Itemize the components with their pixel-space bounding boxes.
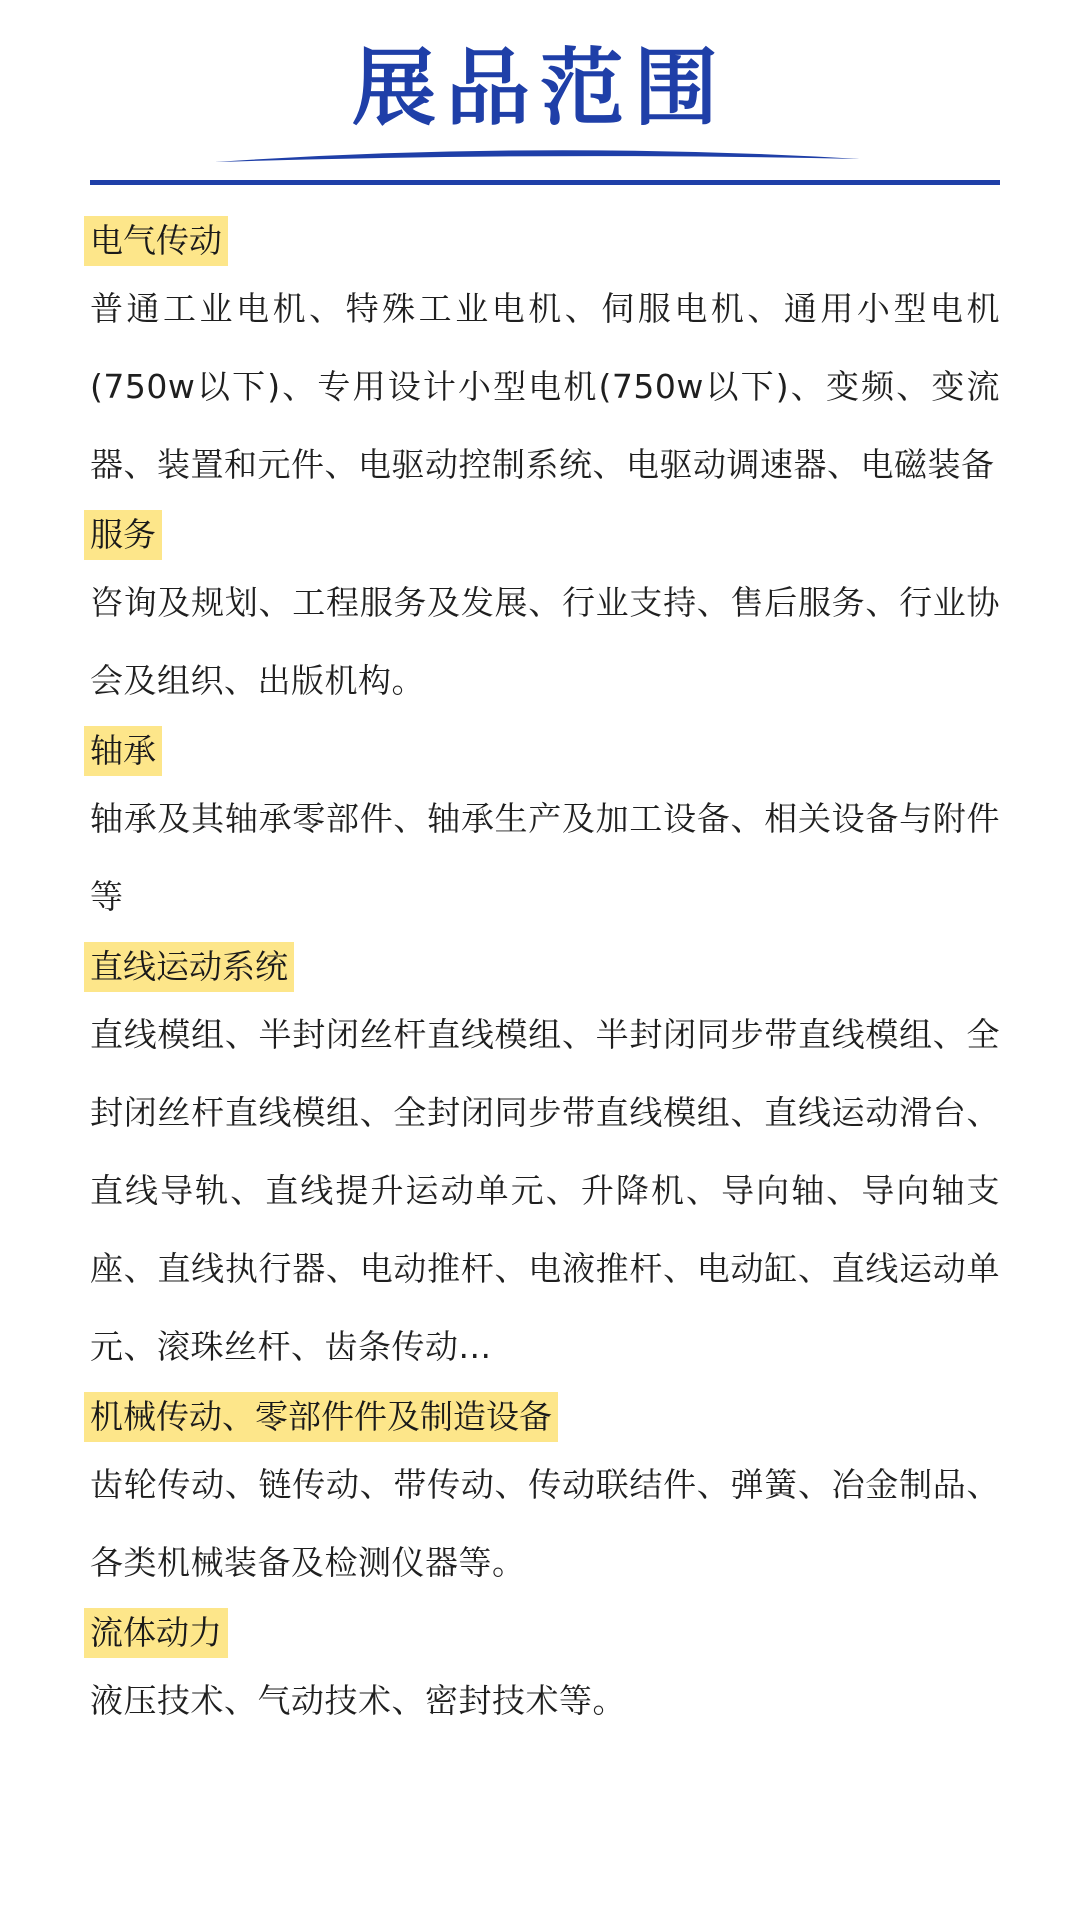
- section-heading: 直线运动系统: [84, 942, 294, 992]
- section-text: 轴承及其轴承零部件、轴承生产及加工设备、相关设备与附件等: [90, 799, 1000, 916]
- section-linear-motion: [90, 936, 1000, 1386]
- section-text: 直线模组、半封闭丝杆直线模组、半封闭同步带直线模组、全封闭丝杆直线模组、全封闭同步带直线模组、直线运动滑台、直线导轨、直线提升运动单元、升降机、导向轴、导向轴支座、直线执行器、电动推杆、电液推杆、电动缸、直线运动单元、滚珠丝杆、齿条传动...: [90, 1015, 1000, 1366]
- header-divider: [90, 180, 1000, 185]
- section-text: 齿轮传动、链传动、带传动、传动联结件、弹簧、冶金制品、各类机械装备及检测仪器等。: [90, 1465, 1000, 1582]
- section-services: [90, 504, 1000, 720]
- section-text: 咨询及规划、工程服务及发展、行业支持、售后服务、行业协会及组织、出版机构。: [90, 583, 1000, 700]
- section-heading: 电气传动: [84, 216, 228, 266]
- section-heading: 轴承: [84, 726, 162, 776]
- title-underline-decoration: [0, 140, 1080, 190]
- swoosh-arc: [215, 150, 860, 162]
- section-bearings: [90, 720, 1000, 936]
- section-heading: 机械传动、零部件件及制造设备: [84, 1392, 558, 1442]
- page-header: [0, 0, 1080, 190]
- section-text: 普通工业电机、特殊工业电机、伺服电机、通用小型电机(750w以下)、专用设计小型电机(750w以下)、变频、变流器、装置和元件、电驱动控制系统、电驱动调速器、电磁装备: [90, 289, 1000, 484]
- page-title: 展品范围: [351, 39, 728, 137]
- section-heading: 服务: [84, 510, 162, 560]
- section-text: 液压技术、气动技术、密封技术等。: [90, 1681, 626, 1720]
- section-heading: 流体动力: [84, 1608, 228, 1658]
- section-fluid-power: [90, 1602, 1000, 1740]
- section-electric-drive: [90, 210, 1000, 504]
- exhibit-scope-content: [90, 210, 1000, 1740]
- section-mechanical-transmission: [90, 1386, 1000, 1602]
